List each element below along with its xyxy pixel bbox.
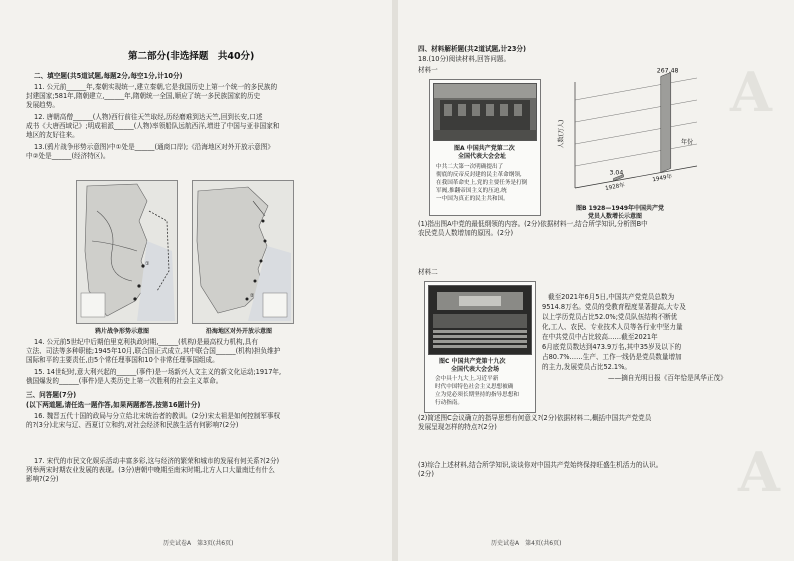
photo-c-text-1: 会中具十九大上,习近平新 xyxy=(435,376,499,382)
section-title: 第二部分(非选择题 共40分) xyxy=(128,51,255,62)
chart-b-category-label: 1949年 xyxy=(652,174,673,184)
chart-b-value-label: 267.48 xyxy=(656,67,679,75)
material2-text-5: 在中共党员中占比较高……截至2021年 xyxy=(542,333,658,341)
photo-c-text-3: 立为党必须长期坚持的指导思想和 xyxy=(435,392,519,398)
photo-c-text-2: 时代中国特色社会主义思想被确 xyxy=(435,384,514,390)
q14-line1: 14. 公元前5世纪中后期伯里克利执政时期,______(机构)是最高权力机构,具有 xyxy=(34,338,258,346)
chart-b-gridline xyxy=(575,144,697,166)
chart-b-bar xyxy=(661,72,671,172)
photo-c-text-4: 行动指南。 xyxy=(435,400,463,406)
material2-text-4: 化,工人、农民、专业技术人员等各行业中坚力量 xyxy=(542,323,683,331)
photo-a-caption-1: 图A 中国共产党第二次 xyxy=(454,145,515,152)
watermark-a-top: A xyxy=(730,60,772,124)
chart-b-category-label: 1928年 xyxy=(604,182,626,192)
svg-text:②: ② xyxy=(250,293,255,299)
chart-b-caption-2: 党员人数增长示意图 xyxy=(588,213,643,220)
q12-line1: 12. 唐朝高僧______(人物)西行前往天竺取经,历经磨难到达天竺,回到长安,口述 xyxy=(34,113,263,121)
q16-line2: 的?(3分)北宋与辽、西夏订立和约,对社会经济和民族生活有何影响?(2分) xyxy=(26,421,239,429)
coastal-opening-map-drawing xyxy=(193,181,293,323)
map1-caption: 鸦片战争形势示意图 xyxy=(95,328,150,335)
opium-war-map-drawing xyxy=(77,181,177,323)
chart-b-x-axis xyxy=(575,166,697,188)
material2-source: ——摘自光明日报《百年恰是风华正茂》 xyxy=(608,374,727,382)
material2-text-6: 6月底党员数达到473.9万名,其中35岁及以下的 xyxy=(542,343,682,351)
svg-text:①: ① xyxy=(145,261,150,267)
q18-3-line2: (2分) xyxy=(418,470,434,478)
left-footer: 历史试卷A 第3页(共6页) xyxy=(163,540,234,547)
figure-c xyxy=(424,281,536,413)
q11-line3: 发展趋势。 xyxy=(26,101,59,109)
q15-line2: 俄国爆发的______(事件)是人类历史上第一次胜利的社会主义革命。 xyxy=(26,377,223,385)
chart-b-x-axis-label: 年份 xyxy=(681,139,694,146)
q15-line1: 15. 14世纪时,意大利兴起的______(事件)是一场新兴人文主义的新文化运动;1917年, xyxy=(34,368,282,376)
q11-line1: 11. 公元前______年,秦朝实现统一,建立秦朝,它是我国历史上第一个统一的多民族的 xyxy=(34,83,278,91)
q12-line3: 地区的友好往来。 xyxy=(26,131,79,139)
chart-b-labels xyxy=(557,67,693,192)
q17-line1: 17. 宋代的市民文化娱乐活动丰富多彩,这与经济的繁荣和城市的发展有何关系?(2分) xyxy=(34,457,280,465)
right-page xyxy=(398,0,794,561)
q14-line2: 立法、司法等多种职能;1945年10月,联合国正式成立,其中联合国______(机构)担负维护 xyxy=(26,347,281,355)
chart-b xyxy=(553,67,703,200)
photo-a-image xyxy=(433,83,537,141)
q11-line2: 封建国家;581年,隋朝建立,______年,隋朝统一全国,顺应了统一多民族国家的历史 xyxy=(26,92,261,100)
right-footer: 历史试卷A 第4页(共6页) xyxy=(491,540,562,547)
chart-b-bars xyxy=(614,72,673,184)
coastal-opening-map xyxy=(192,180,294,324)
q13-line2: 中②处是______(经济特区)。 xyxy=(26,152,110,160)
material2-label: 材料二 xyxy=(418,268,438,276)
chart-b-gridline xyxy=(575,100,697,122)
chart-b-gridline xyxy=(575,78,697,100)
material2-text-8: 的主力,发展党员占比52.1%。 xyxy=(542,363,631,371)
photo-c-caption-2: 全国代表大会会场 xyxy=(451,366,500,373)
photo-a-text-3: 在我国革命史上,党的主要任务是打倒 xyxy=(436,180,528,186)
watermark-a-bottom: A xyxy=(738,440,780,504)
material2-text-3: 以上学历党员占比52.0%;党员队伍结构不断优 xyxy=(542,313,678,321)
q18-2-line1: (2)简述图C会议确立的指导思想有何意义?(2分)依据材料二,概括中国共产党党员 xyxy=(418,414,652,422)
chart-b-gridline xyxy=(575,122,697,144)
part3-heading: 三、问答题(7分) xyxy=(26,391,77,399)
q12-line2: 成书《大唐西域记》;明成祖派______(人物)率领船队远航西洋,增进了中国与亚非国家和 xyxy=(26,122,280,130)
q13-line1: 13.(鸦片战争形势示意图)中①处是______(通商口岸);《沿海地区对外开放示意图》 xyxy=(34,143,274,151)
part2-heading: 二、填空题(共5道试题,每题2分,每空1分,计10分) xyxy=(34,72,183,80)
q17-line3: 影响?(2分) xyxy=(26,475,59,483)
opium-war-map xyxy=(76,180,178,324)
chart-b-caption-1: 图B 1928—1949年中国共产党 xyxy=(576,205,665,212)
q14-line3: 国际和平的主要责任,由5个常任理事国和10个非常任理事国组成。 xyxy=(26,356,219,364)
q18-2-line2: 发展呈现怎样的特点?(2分) xyxy=(418,423,497,431)
left-page xyxy=(0,0,392,561)
photo-a-text-4: 军阀,推翻帝国主义的压迫,统 xyxy=(436,188,507,194)
material2-text-1: 截至2021年6月5日,中国共产党党员总数为 xyxy=(548,293,675,301)
material1-label: 材料一 xyxy=(418,66,438,74)
chart-b-axes xyxy=(575,78,697,188)
material2-text-2: 9514.8万名。党员的受教育程度显著提高,大专及 xyxy=(542,303,686,311)
photo-c-caption-1: 图C 中国共产党第十九次 xyxy=(439,358,506,365)
figure-a xyxy=(429,79,541,216)
q18-1-line2: 农民党员人数增加的原因。(2分) xyxy=(418,229,514,237)
q16-line1: 16. 魏晋五代十国的政局与分立给北宋统治者的教训。(2分)宋太祖是如何控制军事权 xyxy=(34,412,281,420)
chart-b-y-axis-label: 人数(万人) xyxy=(558,119,565,149)
photo-a-text-2: 彻底的反帝反封建的民主革命纲领, xyxy=(436,172,522,178)
part3-note: (以下两道题,请任选一题作答,如果两题都答,按第16题计分) xyxy=(26,401,201,409)
chart-b-value-label: 3.04 xyxy=(609,169,624,177)
photo-a-caption-2: 全国代表大会会址 xyxy=(458,153,507,160)
q18-3-line1: (3)综合上述材料,结合所学知识,谈谈你对中国共产党始终保持旺盛生机活力的认识。 xyxy=(418,461,663,469)
part4-heading: 四、材料解析题(共2道试题,计23分) xyxy=(418,45,527,53)
photo-c-image xyxy=(428,285,532,355)
map2-caption: 沿海地区对外开放示意图 xyxy=(206,328,273,335)
q18-1-line1: (1)指出图A中党的最低纲领的内容。(2分)依据材料一,结合所学知识,分析图B中 xyxy=(418,220,648,228)
q17-line2: 列举两宋时期农业发展的表现。(3分)唐朝中晚期至南宋时期,北方人口大量南迁有什么 xyxy=(26,466,275,474)
material2-text-7: 占80.7%……生产、工作一线仍是党员数量增加 xyxy=(542,353,682,361)
photo-a-text-1: 中共二大第一次明确提出了 xyxy=(436,164,504,170)
photo-a-text-5: 一中国为真正的民主共和国。 xyxy=(436,196,509,202)
q18-intro: 18.(10分)阅读材料,回答问题。 xyxy=(418,55,511,63)
